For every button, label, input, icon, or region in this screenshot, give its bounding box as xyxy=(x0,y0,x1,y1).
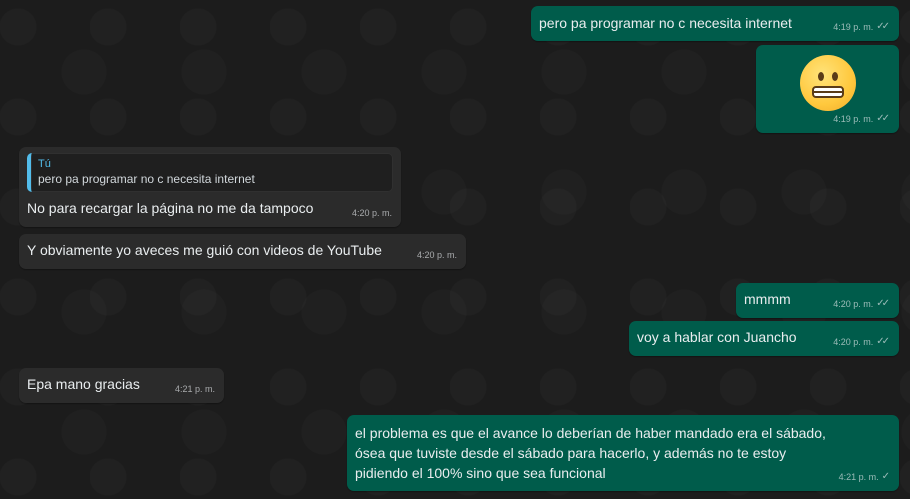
message-incoming[interactable] xyxy=(19,147,401,227)
message-time: 4:19 p. m. xyxy=(833,22,874,32)
message-text: mmmm xyxy=(744,291,791,307)
message-text: el problema es que el avance lo deberían de haber mandado era el sábado, ósea que tuviste desde el sábado para hacerlo, y además no te estoy pidiendo el 100% sino que sea funcional xyxy=(355,425,826,481)
message-time: 4:21 p. m. xyxy=(174,384,215,394)
message-meta xyxy=(833,109,890,129)
message-incoming[interactable] xyxy=(19,234,466,269)
double-check-icon: ✓✓ xyxy=(876,336,887,347)
message-meta xyxy=(175,379,215,399)
message-text: pero pa programar no c necesita internet xyxy=(539,15,792,31)
message-text: No para recargar la página no me da tampoco xyxy=(27,200,314,216)
message-outgoing[interactable] xyxy=(736,283,899,318)
message-outgoing[interactable] xyxy=(347,415,899,491)
single-check-icon: ✓ xyxy=(881,471,887,482)
message-time: 4:20 p. m. xyxy=(351,208,392,218)
double-check-icon: ✓✓ xyxy=(876,298,887,309)
message-meta xyxy=(839,467,890,487)
message-text: Epa mano gracias xyxy=(27,376,140,392)
message-meta xyxy=(833,332,890,352)
grimacing-face-icon xyxy=(800,55,856,111)
message-time: 4:20 p. m. xyxy=(833,299,874,309)
message-time: 4:19 p. m. xyxy=(833,114,874,124)
double-check-icon: ✓✓ xyxy=(876,21,887,32)
message-meta xyxy=(352,203,392,223)
quote-author: Tú xyxy=(38,158,51,170)
message-outgoing[interactable] xyxy=(531,6,899,41)
message-time: 4:21 p. m. xyxy=(838,472,879,482)
message-meta xyxy=(833,294,890,314)
message-text: voy a hablar con Juancho xyxy=(637,329,797,345)
message-incoming[interactable] xyxy=(19,368,224,403)
message-meta xyxy=(417,245,457,265)
message-outgoing-emoji[interactable] xyxy=(756,45,899,133)
message-meta xyxy=(833,17,890,37)
double-check-icon: ✓✓ xyxy=(876,113,887,124)
quoted-message[interactable] xyxy=(27,153,393,192)
message-time: 4:20 p. m. xyxy=(416,250,457,260)
message-time: 4:20 p. m. xyxy=(833,337,874,347)
quote-text: pero pa programar no c necesita internet xyxy=(38,172,255,186)
message-outgoing[interactable] xyxy=(629,321,899,356)
message-text: Y obviamente yo aveces me guió con videos de YouTube xyxy=(27,242,382,258)
